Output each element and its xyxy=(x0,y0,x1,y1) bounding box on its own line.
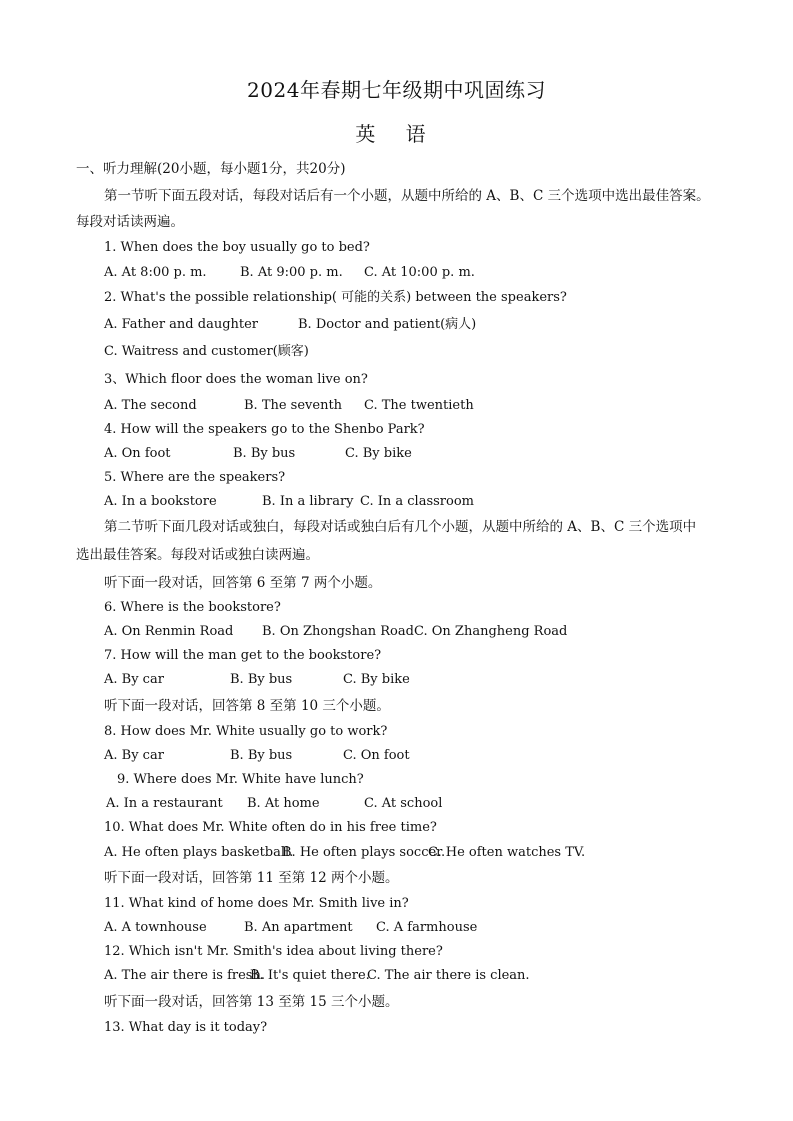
options-row xyxy=(104,264,704,282)
option-c: C. On Zhangheng Road xyxy=(414,624,568,639)
question-1: 1. When does the boy usually go to bed? xyxy=(104,240,370,255)
part2-instructions: 第二节听下面几段对话或独白，每段对话或独白后有几个小题，从题中所给的 A、B、C 三个选项中 xyxy=(104,519,697,535)
option-b: B. By bus xyxy=(230,672,293,687)
option-b: B. At home xyxy=(247,796,320,811)
question-3: 3、Which floor does the woman live on? xyxy=(104,372,368,387)
options-row xyxy=(104,493,704,511)
dialogue-instruction: 听下面一段对话，回答第 13 至第 15 三个小题。 xyxy=(104,994,399,1010)
question-5: 5. Where are the speakers? xyxy=(104,470,286,485)
question-4: 4. How will the speakers go to the Shenbo Park? xyxy=(104,422,425,437)
option-c: C. Waitress and customer(顾客) xyxy=(104,344,309,359)
subject-title: 英 语 xyxy=(355,122,438,146)
option-a: A. In a restaurant xyxy=(106,796,223,811)
question-12: 12. Which isn't Mr. Smith's idea about living there? xyxy=(104,944,443,959)
option-b: B. It's quiet there. xyxy=(250,968,370,983)
question-11: 11. What kind of home does Mr. Smith live in? xyxy=(104,896,409,911)
question-6: 6. Where is the bookstore? xyxy=(104,600,281,615)
options-row xyxy=(104,844,724,862)
question-7: 7. How will the man get to the bookstore? xyxy=(104,648,382,663)
part1-instructions: 第一节听下面五段对话，每段对话后有一个小题，从题中所给的 A、B、C 三个选项中选出最佳答案。 xyxy=(104,188,710,204)
option-a: A. A townhouse xyxy=(104,920,207,935)
options-row xyxy=(104,919,704,937)
options-row xyxy=(104,747,704,765)
option-a: A. By car xyxy=(104,748,164,763)
options-row xyxy=(104,671,704,689)
options-row xyxy=(104,316,704,334)
part2-instructions-cont: 选出最佳答案。每段对话或独白读两遍。 xyxy=(76,547,319,563)
option-b: B. In a library xyxy=(262,494,354,509)
option-c: C. The air there is clean. xyxy=(367,968,530,983)
option-b: B. By bus xyxy=(230,748,293,763)
question-9: 9. Where does Mr. White have lunch? xyxy=(117,772,364,787)
dialogue-instruction: 听下面一段对话，回答第 6 至第 7 两个小题。 xyxy=(104,575,382,591)
option-c: C. At 10:00 p. m. xyxy=(364,265,475,280)
option-c: C. A farmhouse xyxy=(376,920,478,935)
option-c: C. In a classroom xyxy=(360,494,474,509)
option-b: B. At 9:00 p. m. xyxy=(240,265,343,280)
option-a: A. The air there is fresh. xyxy=(104,968,265,983)
options-row xyxy=(104,623,704,641)
question-13: 13. What day is it today? xyxy=(104,1020,268,1035)
option-a: A. At 8:00 p. m. xyxy=(104,265,207,280)
options-row xyxy=(104,445,704,463)
question-10: 10. What does Mr. White often do in his free time? xyxy=(104,820,437,835)
option-b: B. He often plays soccer. xyxy=(282,845,446,860)
option-a: A. The second xyxy=(104,398,197,413)
option-a: A. In a bookstore xyxy=(104,494,217,509)
options-row xyxy=(104,967,724,985)
option-b: B. The seventh xyxy=(244,398,343,413)
question-2: 2. What's the possible relationship( 可能的关系) between the speakers? xyxy=(104,290,567,305)
option-b: B. Doctor and patient(病人) xyxy=(298,317,477,332)
option-b: B. On Zhongshan Road xyxy=(262,624,414,639)
option-c: C. He often watches TV. xyxy=(428,845,586,860)
option-a: A. He often plays basketball. xyxy=(104,845,294,860)
exam-title: 2024年春期七年级期中巩固练习 xyxy=(247,78,546,102)
dialogue-instruction: 听下面一段对话，回答第 8 至第 10 三个小题。 xyxy=(104,698,390,714)
question-8: 8. How does Mr. White usually go to work? xyxy=(104,724,388,739)
option-c: C. At school xyxy=(364,796,443,811)
option-c: C. On foot xyxy=(343,748,410,763)
option-b: B. By bus xyxy=(233,446,296,461)
options-row xyxy=(106,795,706,813)
option-a: A. On foot xyxy=(104,446,171,461)
option-c: C. By bike xyxy=(343,672,410,687)
part1-instructions-cont: 每段对话读两遍。 xyxy=(76,214,184,230)
option-a: A. Father and daughter xyxy=(104,317,259,332)
option-a: A. By car xyxy=(104,672,164,687)
option-c: C. The twentieth xyxy=(364,398,474,413)
dialogue-instruction: 听下面一段对话，回答第 11 至第 12 两个小题。 xyxy=(104,870,399,886)
option-b: B. An apartment xyxy=(244,920,353,935)
section-heading: 一、听力理解(20小题，每小题1分，共20分) xyxy=(76,161,346,177)
options-row xyxy=(104,397,704,415)
option-a: A. On Renmin Road xyxy=(104,624,234,639)
option-c: C. By bike xyxy=(345,446,412,461)
